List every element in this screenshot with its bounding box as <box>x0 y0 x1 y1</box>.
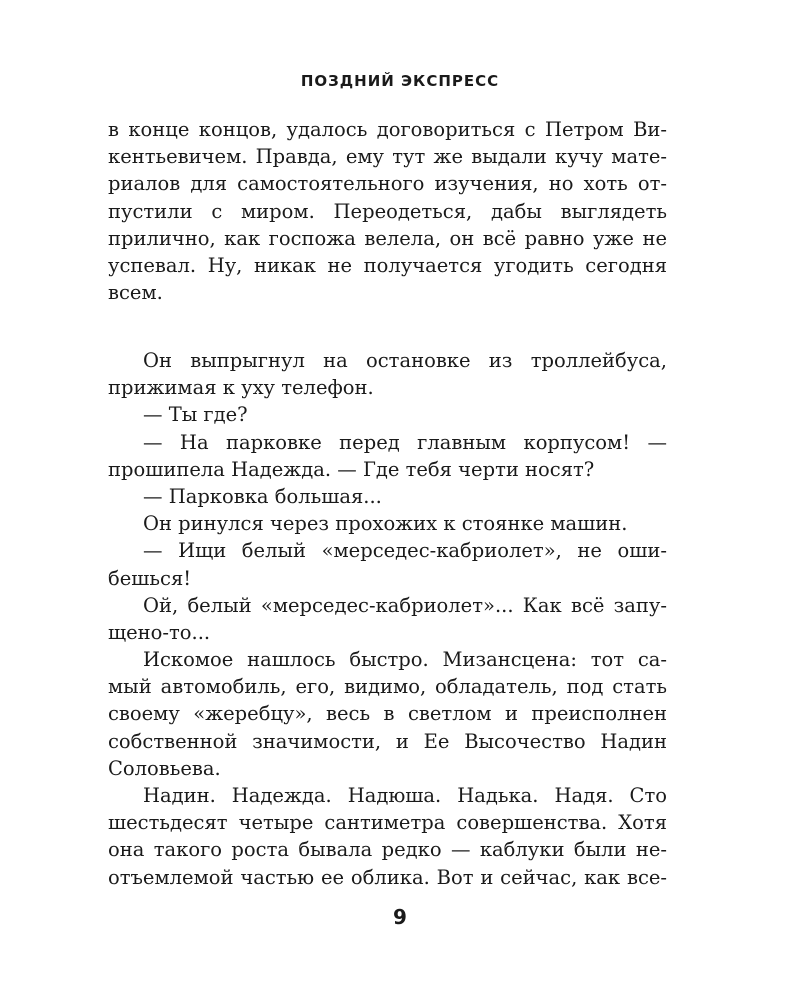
text-line: прижимая к уху телефон. <box>108 376 374 400</box>
paragraph-block-2 <box>108 347 667 891</box>
text-line: прошипела Надежда. — Где тебя черти носят? <box>108 457 595 481</box>
text-line: риалов для самостоятельного изучения, но хоть от- <box>108 172 667 196</box>
dialogue-line: — Парковка большая... <box>143 484 382 508</box>
text-line: собственной значимости, и Ее Высочество Надин <box>108 729 667 753</box>
running-title: ПОЗДНИЙ ЭКСПРЕСС <box>300 72 500 90</box>
dialogue-line: — На парковке перед главным корпусом! — <box>143 430 667 454</box>
text-line: Соловьева. <box>108 756 221 780</box>
text-line: Надин. Надежда. Надюша. Надька. Надя. Сто <box>143 784 667 807</box>
text-line: шестьдесят четыре сантиметра совершенства. Хотя <box>108 811 667 835</box>
text-line: своему «жеребцу», весь в светлом и преисполнен <box>108 702 667 726</box>
text-line: прилично, как госпожа велела, он всё равно уже не <box>108 226 667 250</box>
text-line: Он выпрыгнул на остановке из троллейбуса, <box>143 349 667 372</box>
text-line: щено-то... <box>108 620 211 644</box>
dialogue-line: — Ты где? <box>143 403 248 427</box>
text-line: в конце концов, удалось договориться с Петром Ви- <box>108 118 667 141</box>
dialogue-line: — Ищи белый «мерседес-кабриолет», не оши- <box>143 539 667 563</box>
text-line: мый автомобиль, его, видимо, обладатель, под стать <box>108 675 667 699</box>
text-line: Ой, белый «мерседес-кабриолет»... Как всё запу- <box>143 593 667 617</box>
text-line: она такого роста бывала редко — каблуки были не- <box>108 838 667 862</box>
text-line: всем. <box>108 281 163 305</box>
paragraph-block-1 <box>108 116 667 306</box>
page-number: 9 <box>393 905 407 929</box>
text-line: Он ринулся через прохожих к стоянке машин. <box>143 512 628 536</box>
text-line: отъемлемой частью ее облика. Вот и сейчас, как все- <box>108 865 667 889</box>
text-line: бешься! <box>108 566 192 590</box>
text-line: успевал. Ну, никак не получается угодить сегодня <box>108 253 667 277</box>
text-line: кентьевичем. Правда, ему тут же выдали кучу мате- <box>108 145 667 169</box>
text-line: Искомое нашлось быстро. Мизансцена: тот са- <box>143 648 667 672</box>
text-line: пустили с миром. Переодеться, дабы выглядеть <box>108 199 667 223</box>
